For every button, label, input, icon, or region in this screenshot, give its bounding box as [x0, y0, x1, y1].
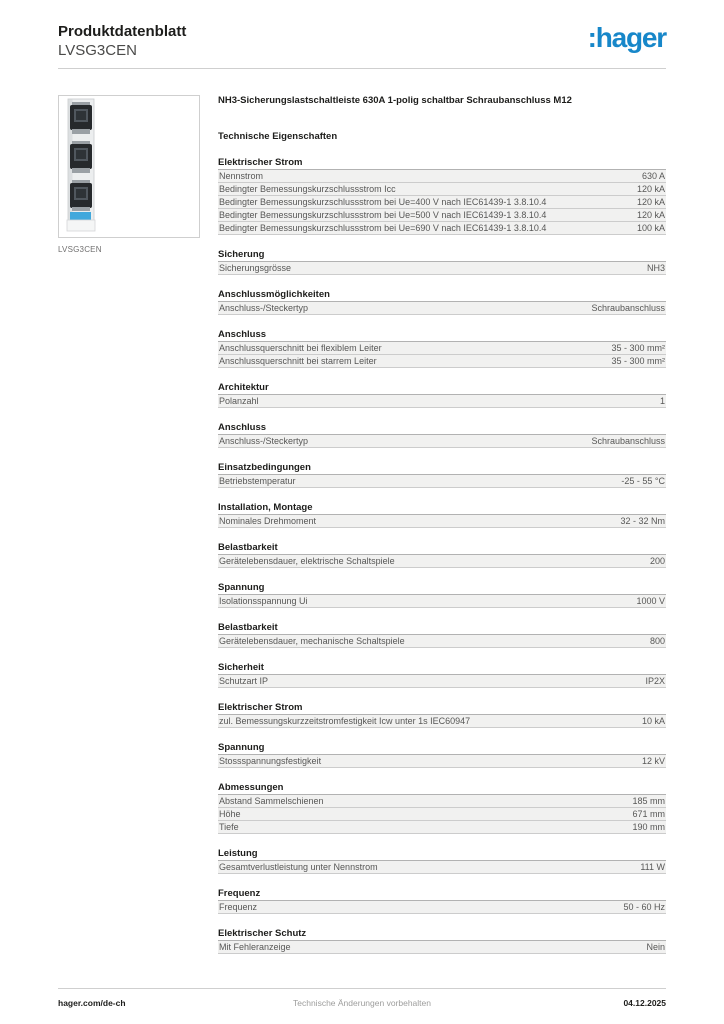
spec-section-title: Leistung [218, 848, 666, 861]
footer-disclaimer: Technische Änderungen vorbehalten [293, 998, 431, 1008]
spec-section-title: Belastbarkeit [218, 542, 666, 555]
spec-section-title: Elektrischer Schutz [218, 928, 666, 941]
spec-rows [218, 675, 666, 688]
spec-section-title: Spannung [218, 742, 666, 755]
spec-value: 800 [649, 636, 665, 646]
spec-row [218, 595, 666, 608]
spec-row [218, 901, 666, 914]
spec-rows [218, 555, 666, 568]
spec-value: 50 - 60 Hz [623, 902, 665, 912]
spec-value: 120 kA [636, 184, 665, 194]
spec-section [218, 462, 666, 488]
spec-row [218, 262, 666, 275]
spec-section-title: Anschluss [218, 329, 666, 342]
specs-column [218, 95, 666, 954]
spec-row [218, 635, 666, 648]
header-divider [58, 68, 666, 69]
spec-section-title: Installation, Montage [218, 502, 666, 515]
spec-row [218, 183, 666, 196]
spec-value: IP2X [645, 676, 665, 686]
spec-section [218, 542, 666, 568]
doc-type-title: Produktdatenblatt [58, 23, 187, 40]
spec-label: Sicherungsgrösse [219, 263, 292, 273]
spec-rows [218, 302, 666, 315]
spec-section [218, 848, 666, 874]
spec-section [218, 157, 666, 235]
spec-row [218, 821, 666, 834]
spec-rows [218, 901, 666, 914]
spec-section-title: Spannung [218, 582, 666, 595]
spec-label: Gesamtverlustleistung unter Nennstrom [219, 862, 378, 872]
hager-logo: :hager [587, 22, 666, 53]
product-title: NH3-Sicherungslastschaltleiste 630A 1-polig schaltbar Schraubanschluss M12 [218, 95, 572, 106]
spec-value: NH3 [646, 263, 665, 273]
spec-label: Bedingter Bemessungskurzschlussstrom Icc [219, 184, 396, 194]
spec-rows [218, 941, 666, 954]
spec-label: Tiefe [219, 822, 239, 832]
spec-value: Nein [646, 942, 665, 952]
spec-label: Bedingter Bemessungskurzschlussstrom bei Ue=400 V nach IEC61439-1 3.8.10.4 [219, 197, 547, 207]
product-image-column [58, 95, 200, 254]
spec-row [218, 675, 666, 688]
spec-section [218, 928, 666, 954]
spec-section-title: Einsatzbedingungen [218, 462, 666, 475]
spec-row [218, 515, 666, 528]
spec-label: Nennstrom [219, 171, 264, 181]
spec-row [218, 170, 666, 183]
spec-value: 671 mm [632, 809, 665, 819]
spec-row [218, 302, 666, 315]
spec-value: 111 W [640, 862, 665, 872]
spec-value: 185 mm [632, 796, 665, 806]
spec-label: Frequenz [219, 902, 258, 912]
spec-section-title: Anschlussmöglichkeiten [218, 289, 666, 302]
product-image-frame [58, 95, 200, 238]
spec-rows [218, 635, 666, 648]
spec-row [218, 808, 666, 821]
footer-divider [58, 988, 666, 989]
spec-section [218, 582, 666, 608]
spec-label: Bedingter Bemessungskurzschlussstrom bei Ue=500 V nach IEC61439-1 3.8.10.4 [219, 210, 547, 220]
spec-value: Schraubanschluss [591, 436, 665, 446]
spec-label: Anschlussquerschnitt bei starrem Leiter [219, 356, 377, 366]
spec-section-title: Elektrischer Strom [218, 702, 666, 715]
spec-rows [218, 435, 666, 448]
spec-row [218, 355, 666, 368]
spec-section [218, 502, 666, 528]
spec-label: Anschlussquerschnitt bei flexiblem Leiter [219, 343, 382, 353]
spec-label: Anschluss-/Steckertyp [219, 303, 309, 313]
spec-label: Nominales Drehmoment [219, 516, 317, 526]
spec-section [218, 382, 666, 408]
spec-section [218, 622, 666, 648]
spec-section-title: Belastbarkeit [218, 622, 666, 635]
spec-row [218, 395, 666, 408]
spec-row [218, 475, 666, 488]
spec-label: Polanzahl [219, 396, 259, 406]
spec-section-title: Sicherheit [218, 662, 666, 675]
spec-sections [218, 157, 666, 954]
spec-rows [218, 861, 666, 874]
footer-website: hager.com/de-ch [58, 998, 126, 1008]
spec-section [218, 662, 666, 688]
spec-label: Isolationsspannung Ui [219, 596, 308, 606]
spec-value: 1 [659, 396, 665, 406]
spec-label: Schutzart IP [219, 676, 269, 686]
spec-label: Gerätelebensdauer, elektrische Schaltspiele [219, 556, 395, 566]
spec-rows [218, 715, 666, 728]
spec-section-title: Frequenz [218, 888, 666, 901]
spec-section-title: Sicherung [218, 249, 666, 262]
spec-section [218, 422, 666, 448]
spec-label: Mit Fehleranzeige [219, 942, 291, 952]
spec-rows [218, 475, 666, 488]
spec-section [218, 888, 666, 914]
product-image [59, 96, 199, 237]
spec-row [218, 222, 666, 235]
header [58, 22, 666, 60]
spec-row [218, 342, 666, 355]
spec-row [218, 555, 666, 568]
spec-value: 32 - 32 Nm [620, 516, 665, 526]
spec-value: 35 - 300 mm² [611, 343, 665, 353]
spec-section [218, 249, 666, 275]
spec-section-title: Abmessungen [218, 782, 666, 795]
spec-value: 12 kV [641, 756, 665, 766]
spec-value: 35 - 300 mm² [611, 356, 665, 366]
footer-date: 04.12.2025 [623, 998, 666, 1008]
spec-label: Bedingter Bemessungskurzschlussstrom bei Ue=690 V nach IEC61439-1 3.8.10.4 [219, 223, 547, 233]
spec-row [218, 435, 666, 448]
spec-rows [218, 515, 666, 528]
spec-row [218, 941, 666, 954]
spec-label: Betriebstemperatur [219, 476, 296, 486]
spec-value: 120 kA [636, 197, 665, 207]
spec-label: zul. Bemessungskurzzeitstromfestigkeit Icw unter 1s IEC60947 [219, 716, 471, 726]
specs-heading: Technische Eigenschaften [218, 131, 338, 142]
spec-section-title: Elektrischer Strom [218, 157, 666, 170]
spec-rows [218, 755, 666, 768]
spec-rows [218, 170, 666, 235]
footer [58, 998, 666, 1008]
spec-label: Anschluss-/Steckertyp [219, 436, 309, 446]
spec-section [218, 702, 666, 728]
spec-row [218, 209, 666, 222]
spec-value: 10 kA [641, 716, 665, 726]
spec-value: 200 [649, 556, 665, 566]
spec-rows [218, 595, 666, 608]
spec-section [218, 782, 666, 834]
spec-value: 1000 V [636, 596, 665, 606]
spec-value: 630 A [641, 171, 665, 181]
spec-label: Stossspannungsfestigkeit [219, 756, 322, 766]
product-reference: LVSG3CEN [58, 42, 137, 59]
spec-value: 120 kA [636, 210, 665, 220]
spec-value: -25 - 55 °C [621, 476, 665, 486]
spec-rows [218, 262, 666, 275]
spec-row [218, 861, 666, 874]
spec-section-title: Anschluss [218, 422, 666, 435]
spec-section [218, 289, 666, 315]
product-image-caption: LVSG3CEN [58, 245, 102, 254]
spec-value: Schraubanschluss [591, 303, 665, 313]
spec-row [218, 795, 666, 808]
spec-value: 190 mm [632, 822, 665, 832]
spec-rows [218, 395, 666, 408]
spec-rows [218, 795, 666, 834]
spec-label: Gerätelebensdauer, mechanische Schaltspiele [219, 636, 405, 646]
spec-label: Höhe [219, 809, 241, 819]
spec-row [218, 755, 666, 768]
spec-value: 100 kA [636, 223, 665, 233]
spec-section-title: Architektur [218, 382, 666, 395]
spec-label: Abstand Sammelschienen [219, 796, 324, 806]
spec-rows [218, 342, 666, 368]
spec-row [218, 196, 666, 209]
spec-row [218, 715, 666, 728]
spec-section [218, 742, 666, 768]
spec-section [218, 329, 666, 368]
